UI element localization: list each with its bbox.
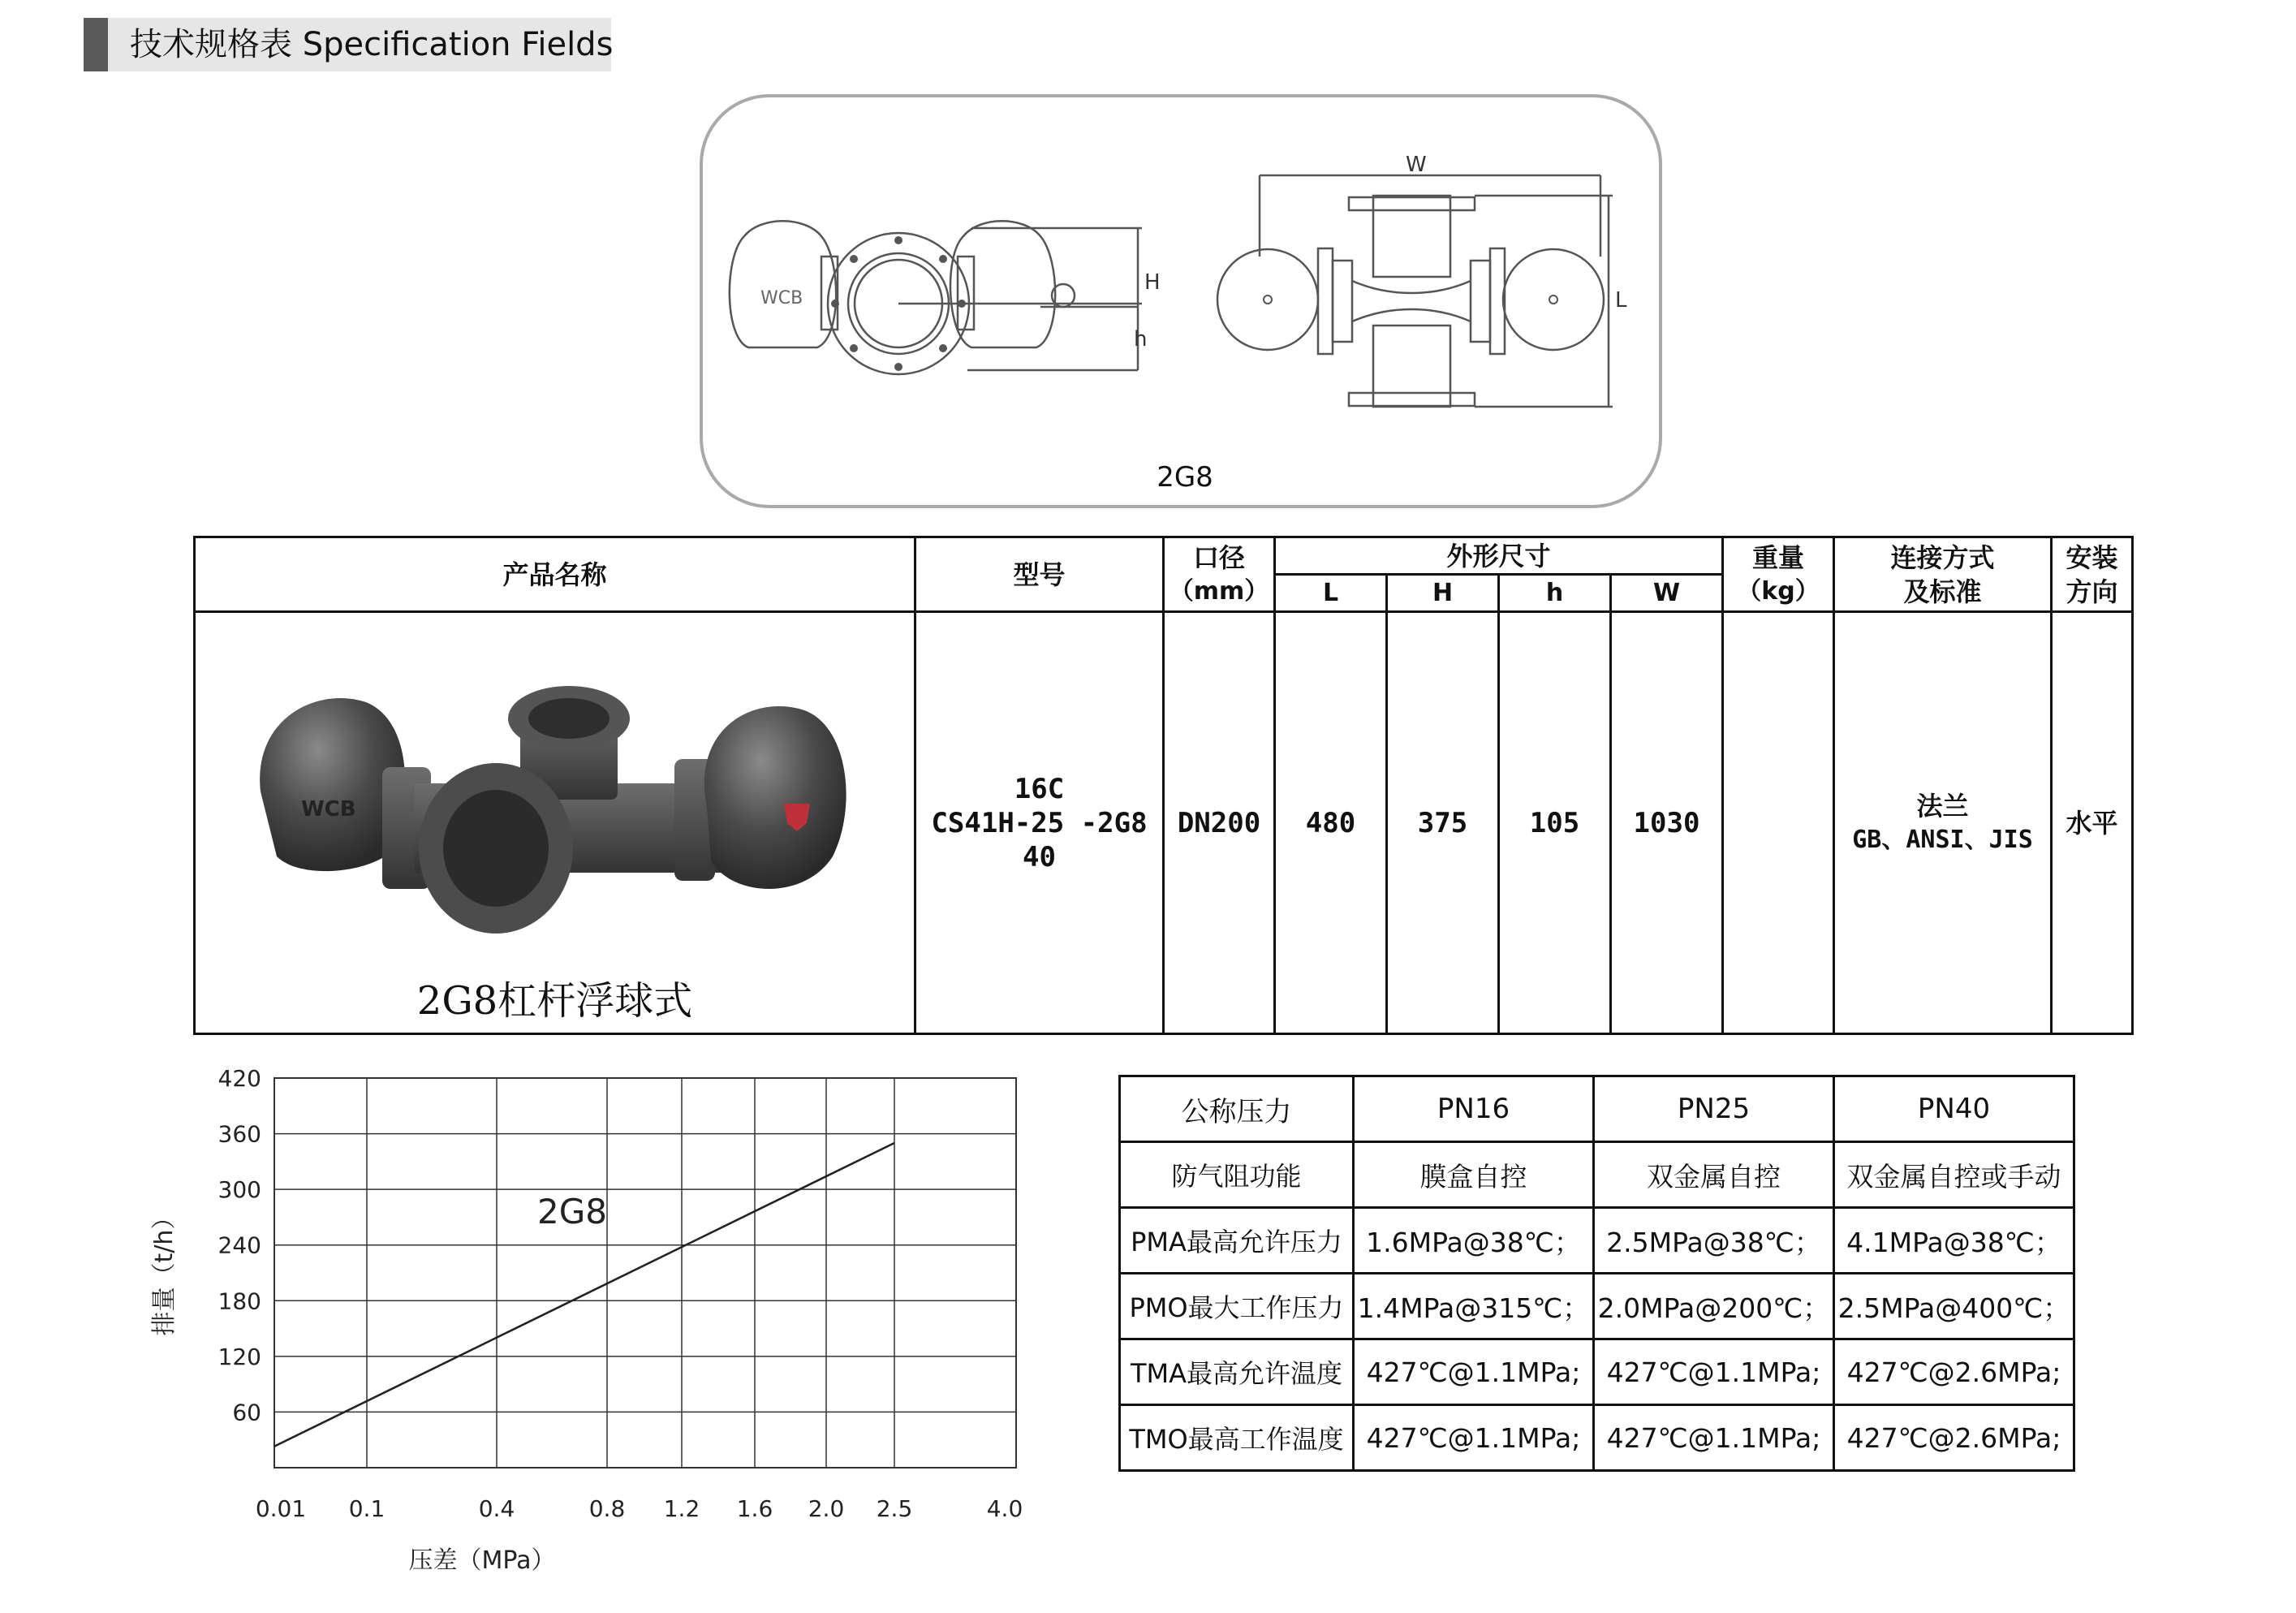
chart-y-tick-label: 120 [218, 1343, 261, 1370]
drawing-body-mark: WCB [760, 288, 803, 308]
flow-chart [122, 1055, 1047, 1591]
header-product-name: 产品名称 [195, 537, 915, 612]
header-dimensions: 外形尺寸 [1275, 537, 1723, 575]
side-left-ball [1217, 249, 1318, 350]
header-weight-line1: 重量 [1751, 541, 1804, 573]
pressure-header-pn40: PN40 [1834, 1076, 2074, 1142]
header-bore-line2: （mm） [1169, 576, 1269, 606]
header-install [2052, 537, 2133, 612]
side-right-ball [1503, 249, 1604, 350]
header-connection [1834, 537, 2052, 612]
chart-x-tick-label: 0.4 [478, 1495, 515, 1522]
dim-label-L: L [1615, 288, 1627, 313]
table-cell: 双金属自控或手动 [1834, 1142, 2074, 1208]
header-connection-line1: 连接方式 [1890, 541, 1995, 573]
connection-cell [1834, 612, 2052, 1034]
row-label: TMA最高允许温度 [1120, 1339, 1354, 1405]
pressure-header-nominal: 公称压力 [1120, 1076, 1354, 1142]
model-cell [915, 612, 1164, 1034]
chart-xlabel: 压差（MPa） [408, 1546, 556, 1575]
photo-body-mark: WCB [301, 797, 356, 822]
header-model: 型号 [915, 537, 1164, 612]
row-label: 防气阻功能 [1120, 1142, 1354, 1208]
table-cell: 427℃@1.1MPa; [1594, 1339, 1834, 1405]
dim-label-h: h [1134, 327, 1148, 351]
product-photo [252, 670, 853, 946]
drawing-caption: 2G8 [1157, 461, 1213, 494]
connection-line2: GB、ANSI、JIS [1852, 825, 2033, 854]
chart-x-tick-label: 1.6 [736, 1495, 773, 1522]
chart-x-tick-label: 0.01 [255, 1495, 307, 1522]
table-cell: 2.0MPa@200℃； [1594, 1274, 1834, 1339]
chart-y-tick-label: 180 [218, 1287, 261, 1315]
chart-y-ticks [218, 1065, 261, 1425]
model-line3: 40 [1023, 840, 1056, 873]
table-cell: 膜盒自控 [1354, 1142, 1594, 1208]
row-label: PMO最大工作压力 [1120, 1274, 1354, 1339]
front-left-bowl [730, 221, 836, 347]
chart-y-tick-label: 60 [232, 1399, 261, 1426]
table-cell: 427℃@1.1MPa; [1594, 1405, 1834, 1471]
chart-series-label: 2G8 [537, 1192, 607, 1231]
header-dim-H: H [1387, 575, 1499, 612]
product-cell [195, 612, 915, 1034]
chart-grid [274, 1078, 1016, 1468]
header-connection-line2: 及标准 [1903, 576, 1982, 607]
header-bore [1164, 537, 1275, 612]
row-label: TMO最高工作温度 [1120, 1405, 1354, 1471]
model-line2: CS41H-25 -2G8 [931, 806, 1148, 839]
table-cell: 1.6MPa@38℃； [1354, 1208, 1594, 1274]
chart-x-tick-label: 1.2 [663, 1495, 700, 1522]
dim-h-cell: 105 [1499, 612, 1611, 1034]
header-install-line2: 方向 [2066, 576, 2118, 607]
chart-y-tick-label: 300 [218, 1176, 261, 1204]
chart-x-tick-label: 0.1 [348, 1495, 386, 1522]
table-row [1120, 1405, 2074, 1471]
header-weight [1723, 537, 1834, 612]
dim-L-cell: 480 [1275, 612, 1387, 1034]
chart-x-tick-label: 2.0 [808, 1495, 845, 1522]
table-cell: 427℃@1.1MPa; [1354, 1339, 1594, 1405]
table-cell: 427℃@2.6MPa; [1834, 1339, 2074, 1405]
pressure-header-pn16: PN16 [1354, 1076, 1594, 1142]
chart-x-tick-label: 0.8 [588, 1495, 626, 1522]
table-cell: 双金属自控 [1594, 1142, 1834, 1208]
dim-H-cell: 375 [1387, 612, 1499, 1034]
install-cell: 水平 [2052, 612, 2133, 1034]
chart-x-tick-label: 2.5 [876, 1495, 913, 1522]
table-cell: 2.5MPa@38℃； [1594, 1208, 1834, 1274]
connection-line1: 法兰 [1916, 790, 1969, 822]
table-cell: 427℃@2.6MPa; [1834, 1405, 2074, 1471]
table-cell: 427℃@1.1MPa; [1354, 1405, 1594, 1471]
dimension-drawing [700, 94, 1662, 508]
product-name-label: 2G8杠杆浮球式 [416, 978, 693, 1024]
pressure-rating-table [1118, 1075, 2075, 1472]
section-title: 技术规格表 Specification Fields [130, 26, 614, 63]
dim-W-cell: 1030 [1611, 612, 1723, 1034]
header-dim-h: h [1499, 575, 1611, 612]
table-row [1120, 1208, 2074, 1274]
header-weight-line2: （kg） [1737, 576, 1820, 606]
chart-y-tick-label: 360 [218, 1120, 261, 1148]
chart-x-tick-label: 4.0 [986, 1495, 1023, 1522]
specification-table [193, 536, 2134, 1035]
model-line1: 16C [1014, 772, 1065, 805]
table-cell: 4.1MPa@38℃； [1834, 1208, 2074, 1274]
header-dim-L: L [1275, 575, 1387, 612]
row-label: PMA最高允许压力 [1120, 1208, 1354, 1274]
dim-label-W: W [1406, 153, 1427, 177]
weight-cell [1723, 612, 1834, 1034]
dim-label-H: H [1144, 270, 1161, 295]
pressure-header-pn25: PN25 [1594, 1076, 1834, 1142]
header-install-line1: 安装 [2066, 541, 2118, 573]
chart-x-ticks [256, 1495, 1023, 1522]
chart-y-tick-label: 240 [218, 1231, 261, 1259]
table-cell: 2.5MPa@400℃； [1834, 1274, 2074, 1339]
header-bore-line1: 口径 [1192, 541, 1245, 573]
table-row [1120, 1274, 2074, 1339]
chart-y-tick-label: 420 [218, 1065, 261, 1092]
chart-ylabel: 排量（t/h） [150, 1205, 179, 1336]
table-row [1120, 1339, 2074, 1405]
chart-frame [274, 1078, 1016, 1468]
bore-cell: DN200 [1164, 612, 1275, 1034]
section-header-accent [84, 18, 108, 71]
table-row [1120, 1142, 2074, 1208]
table-cell: 1.4MPa@315℃； [1354, 1274, 1594, 1339]
header-dim-W: W [1611, 575, 1723, 612]
